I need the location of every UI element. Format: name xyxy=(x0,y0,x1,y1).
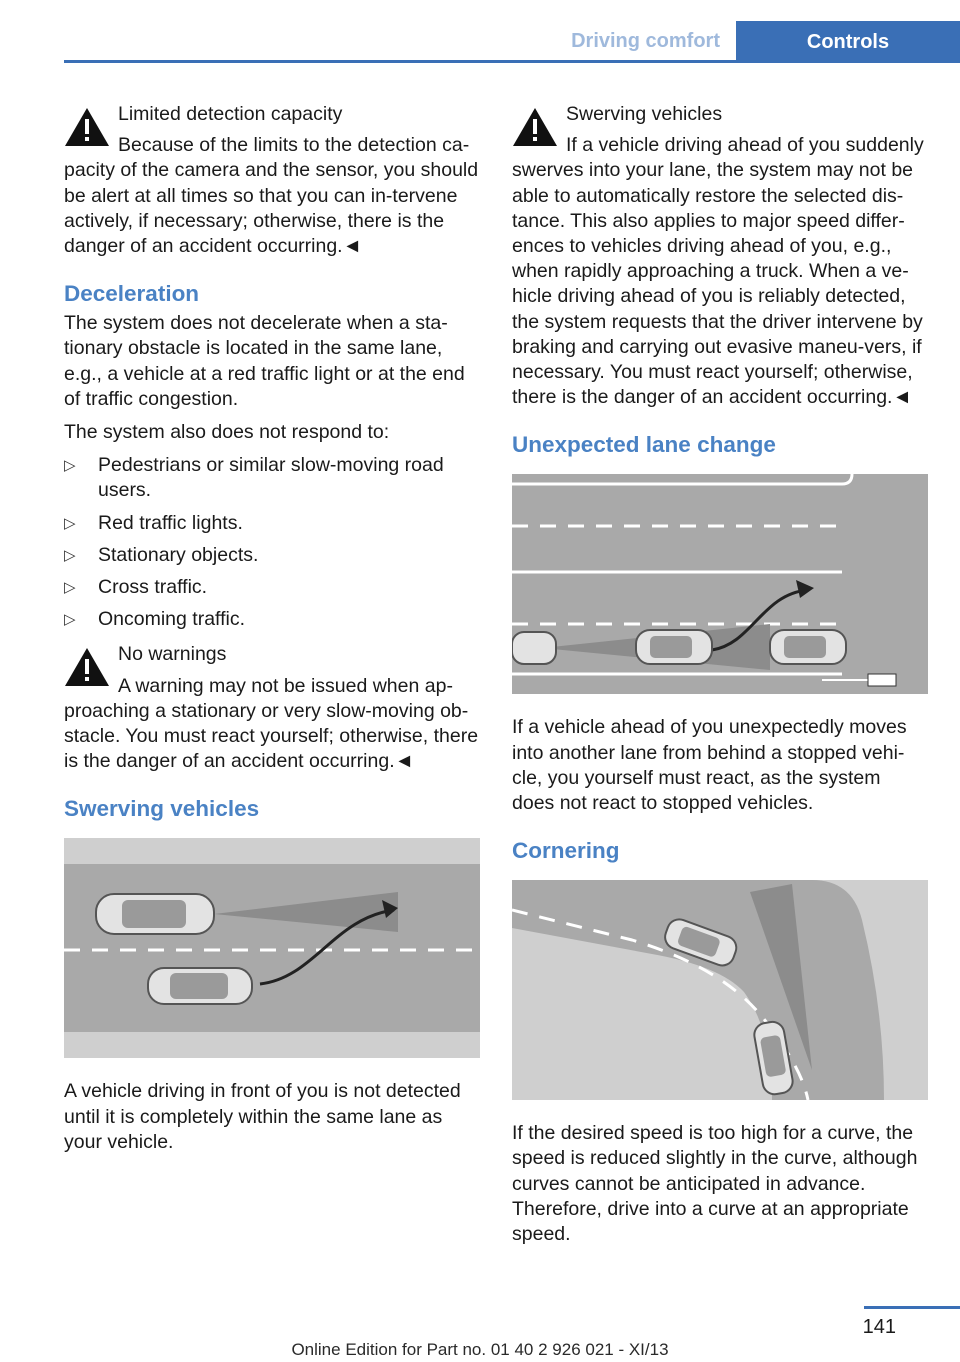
heading-cornering: Cornering xyxy=(512,838,620,864)
heading-unexpected-lane-change: Unexpected lane change xyxy=(512,432,776,458)
warning-body: Because of the limits to the detection ca-pacity of the camera and the sensor, you should be alert at all times so that you can in-tervene actively, if necessary; otherwise, there is the danger of an accident occurring.◄ xyxy=(64,134,479,258)
triangle-bullet-icon: ▷ xyxy=(64,546,76,564)
warning-title: No warnings xyxy=(118,643,227,666)
footer-rule xyxy=(864,1306,960,1309)
list-item: ▷ Pedestrians or similar slow-moving road users. xyxy=(64,454,444,502)
right-column xyxy=(512,102,928,1255)
header-rule xyxy=(64,60,960,63)
warning-swerving-vehicles xyxy=(512,102,928,410)
list-item: ▷ Stationary objects. xyxy=(64,543,480,568)
warning-title: Limited detection capacity xyxy=(118,103,343,125)
heading-deceleration: Deceleration xyxy=(64,281,200,307)
triangle-bullet-icon: ▷ xyxy=(64,611,76,629)
warning-triangle-icon xyxy=(512,106,558,148)
warning-triangle-icon xyxy=(64,646,110,688)
warning-no-warnings xyxy=(64,642,480,774)
lane-change-illustration xyxy=(512,474,928,694)
list-item: ▷ Cross traffic. xyxy=(64,575,480,600)
edition-line: Online Edition for Part no. 01 40 2 926 021 - XI/13 xyxy=(291,1340,669,1359)
triangle-bullet-icon: ▷ xyxy=(64,457,76,475)
swerving-vehicles-illustration xyxy=(64,838,480,1058)
list-item: ▷ Red traffic lights. xyxy=(64,511,480,536)
paragraph: The system does not decelerate when a sta-tionary obstacle is located in the same lane, e.g., a vehicle at a red traffic light or at the end of traffic congestion. xyxy=(64,312,465,410)
triangle-bullet-icon: ▷ xyxy=(64,514,76,532)
non-response-list xyxy=(64,453,480,632)
warning-title: Swerving vehicles xyxy=(566,103,723,125)
figure-caption: If the desired speed is too high for a curve, the speed is reduced slightly in the curve, although curves cannot be anticipated in advance. Therefore, drive into a curve at an appropriate speed. xyxy=(512,1122,918,1246)
heading-swerving-vehicles: Swerving vehicles xyxy=(64,796,260,822)
warning-triangle-icon xyxy=(64,106,110,148)
paragraph: The system also does not respond to: xyxy=(64,421,390,444)
list-item: ▷ Oncoming traffic. xyxy=(64,607,480,632)
header-section-title: Driving comfort xyxy=(571,30,720,52)
header-chapter-tab: Controls xyxy=(736,21,960,63)
figure-caption: A vehicle driving in front of you is not detected until it is completely within the same lane as your vehicle. xyxy=(64,1080,461,1153)
figure-caption: If a vehicle ahead of you unexpectedly moves into another lane from behind a stopped vehi-cle, you yourself must react, as the system does not react to stopped vehicles. xyxy=(512,716,907,815)
page-number: 141 xyxy=(862,1316,896,1338)
left-column xyxy=(64,102,480,1163)
warning-limited-detection xyxy=(64,102,480,259)
triangle-bullet-icon: ▷ xyxy=(64,579,76,597)
cornering-illustration xyxy=(512,880,928,1100)
warning-body: A warning may not be issued when ap-proaching a stationary or very slow-moving ob-stacle. You must react yourself; otherwise, there is the danger of an accident occurring.◄ xyxy=(64,674,479,773)
warning-body: If a vehicle driving ahead of you suddenly swerves into your lane, the system may not be able to automatically restore the selected dis-tance. This also applies to major speed differ-ences to vehicles driving ahead of you, e.g., when rapidly approaching a truck. When a ve-hicle driving ahead of you is reliably detected, the system requests that the driver intervene by braking and carrying out evasive maneu-vers, if necessary. You must react yourself; otherwise, there is the danger of an accident occurring.◄ xyxy=(512,134,924,409)
